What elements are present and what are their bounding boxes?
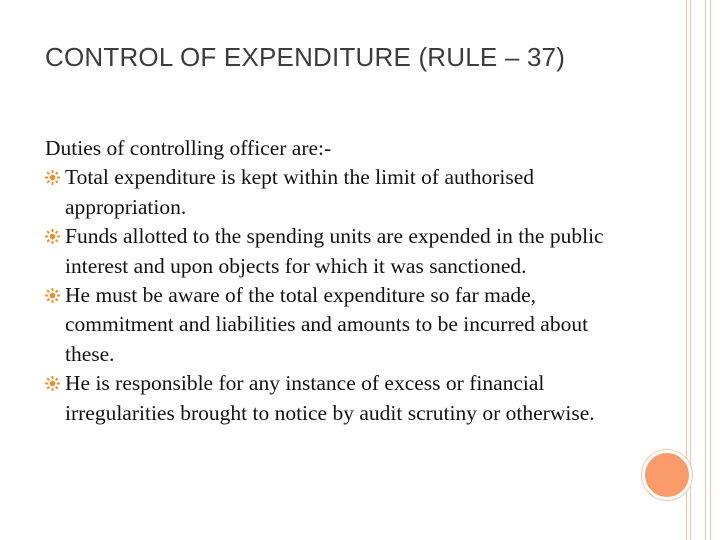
list-item [45,281,630,369]
bullet-text: He is responsible for any instance of excess or financial irregularities brought to notice by audit scrutiny or otherwise. [65,371,595,425]
slide-body [45,134,630,428]
bullet-text: Total expenditure is kept within the limit of authorised appropriation. [65,165,535,219]
decorative-rail [705,0,706,540]
decorative-rail [710,0,711,540]
sun-bullet-icon [45,170,60,185]
decorative-rail [690,0,691,540]
list-item [45,163,630,222]
sun-bullet-icon [45,288,60,303]
list-item [45,369,630,428]
accent-circle [642,450,692,500]
bullet-text: He must be aware of the total expenditure so far made, commitment and liabilities and amounts to be incurred about these. [65,283,589,366]
sun-bullet-icon [45,229,60,244]
list-item [45,222,630,281]
bullet-list [45,163,630,428]
bullet-text: Funds allotted to the spending units are expended in the public interest and upon objects for which it was sanctioned. [65,224,604,278]
intro-text: Duties of controlling officer are:- [45,136,332,160]
slide-title: CONTROL OF EXPENDITURE (RULE – 37) [45,42,566,72]
sun-bullet-icon [45,376,60,391]
